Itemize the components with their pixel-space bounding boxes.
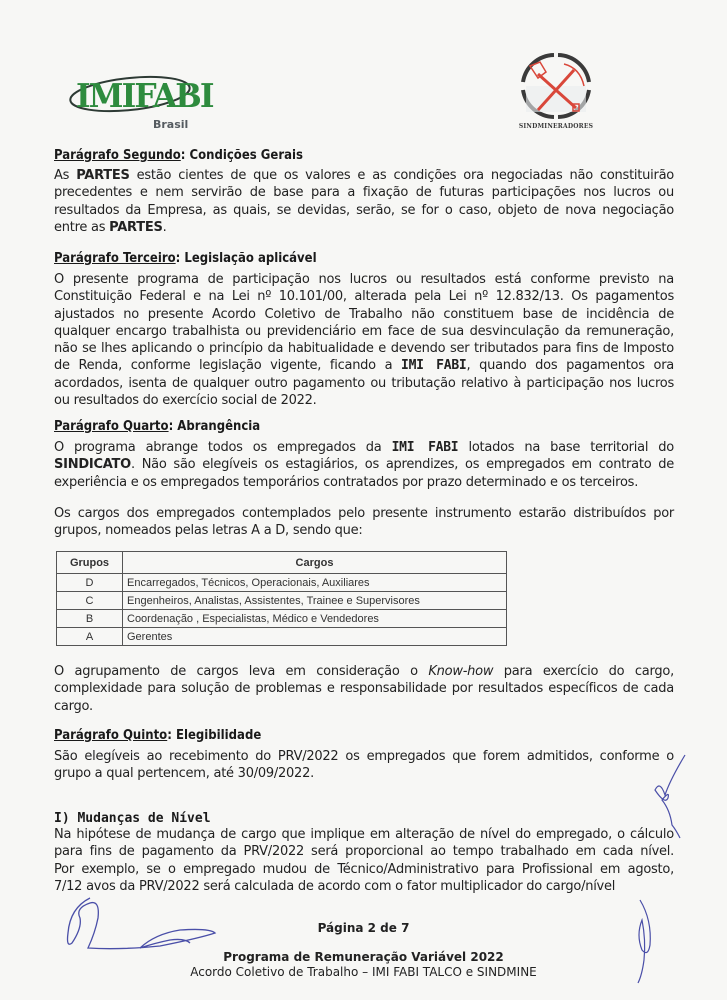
cell-cargos: Coordenação , Especialistas, Médico e Vendedores <box>123 610 507 628</box>
text-line: resultados da Empresa, as quais, se devidas, serão, se for o caso, objeto de nova negociação <box>54 202 674 218</box>
logo-wordmark: IMIFABI <box>76 76 213 115</box>
text-line: ajustados no presente Acordo Coletivo de Trabalho não constituem base de incidência de <box>54 306 674 322</box>
text-line: O agrupamento de cargos leva em consideração o Know-how para exercício do cargo, <box>54 664 674 679</box>
paragraph-quarto-cargos <box>54 505 674 540</box>
text-line: não se lhes aplicando o princípio da habitualidade e devendo ser tributados para fins de Imposto <box>54 341 674 357</box>
text-line: para fins de pagamento da PRV/2022 será proporcional ao tempo trabalhado em cada nível. <box>54 844 674 860</box>
text-line: O presente programa de participação nos lucros ou resultados está conforme previsto na <box>54 272 674 287</box>
table-row <box>57 574 507 592</box>
heading-title: : Elegibilidade <box>167 728 262 743</box>
column-header-grupos: Grupos <box>57 552 123 574</box>
text-line: ou resultados do exercício social de 2022. <box>54 393 317 409</box>
paragraph-quarto <box>54 439 674 491</box>
imifabi-logo <box>68 70 213 132</box>
pickaxe-shovel-icon <box>518 52 594 120</box>
paragraph-agrupamento <box>54 663 674 715</box>
column-header-cargos: Cargos <box>123 552 507 574</box>
bold-term: IMI FABI <box>401 358 467 374</box>
footer-subtitle: Acordo Coletivo de Trabalho – IMI FABI TALCO e SINDMINE <box>190 965 537 979</box>
cell-grupo: B <box>57 610 123 628</box>
paragraph-segundo <box>54 167 674 236</box>
text-line: experiência e os empregados temporários contratados por prazo determinado e os terceiros. <box>54 474 639 490</box>
text-line: acordados, isenta de qualquer outro pagamento ou tributação relativo à participação nos lucros <box>54 375 674 391</box>
signature-initials-right-margin <box>640 750 690 840</box>
text-line: Os cargos dos empregados contemplados pelo presente instrumento estarão distribuídos por <box>54 506 674 521</box>
cell-grupo: D <box>57 574 123 592</box>
cell-grupo: C <box>57 592 123 610</box>
text-line: Na hipótese de mudança de cargo que implique em alteração de nível do empregado, o cálculo <box>54 827 674 842</box>
table-row <box>57 610 507 628</box>
bold-term: PARTES <box>109 219 163 235</box>
table-row <box>57 628 507 646</box>
heading-label: Parágrafo Terceiro <box>54 251 176 266</box>
italic-term: Know-how <box>428 664 494 679</box>
footer-title: Programa de Remuneração Variável 2022 <box>223 950 504 964</box>
text-line: 7/12 avos da PRV/2022 será calculada de acordo com o fator multiplicador do cargo/nível <box>54 878 616 894</box>
page-number: Página 2 de 7 <box>317 921 410 935</box>
bold-term: PARTES <box>76 168 130 183</box>
section-heading-terceiro <box>54 251 317 266</box>
signature-bottom-right <box>630 895 660 985</box>
text-line: qualquer encargo trabalhista ou previdenciário em face de sua desvinculação da remuneração, <box>54 323 674 339</box>
heading-label: Parágrafo Segundo <box>54 148 181 163</box>
heading-title: : Condições Gerais <box>180 148 303 163</box>
table-row <box>57 592 507 610</box>
text-line: grupo a qual pertencem, até 30/09/2022. <box>54 766 314 782</box>
text-line: SINDICATO. Não são elegíveis os estagiários, os aprendizes, os empregados em contrato de <box>54 457 674 473</box>
paragraph-quinto <box>54 748 674 783</box>
cell-cargos: Encarregados, Técnicos, Operacionais, Auxiliares <box>123 574 507 592</box>
heading-title: : Legislação aplicável <box>175 251 317 266</box>
text-line: de Renda, conforme legislação vigente, ficando a IMI FABI, quando dos pagamentos ora <box>54 358 675 374</box>
heading-label: Parágrafo Quinto <box>54 728 168 743</box>
heading-label: Parágrafo Quarto <box>54 419 169 434</box>
text-line: grupos, nomeados pelas letras A a D, sendo que: <box>54 523 363 539</box>
text-line: Por exemplo, se o empregado mudou de Técnico/Administrativo para Profissional em agosto, <box>54 861 674 877</box>
text-line: O programa abrange todos os empregados da IMI FABI lotados na base territorial do <box>54 440 674 455</box>
groups-table <box>56 551 507 646</box>
paragraph-terceiro <box>54 271 674 409</box>
sindmineradores-logo <box>513 52 599 134</box>
text-line: São elegíveis ao recebimento do PRV/2022 os empregados que forem admitidos, conforme o <box>54 749 674 764</box>
heading-title: : Abrangência <box>168 419 261 434</box>
signature-bottom-left <box>60 888 220 958</box>
text-line: As PARTES estão cientes de que os valores e as condições ora negociadas não constituirão <box>54 168 674 183</box>
section-heading-quinto <box>54 728 261 743</box>
section-heading-mudancas: I) Mudanças de Nível <box>54 811 211 826</box>
section-heading-quarto <box>54 419 260 434</box>
bold-term: IMI FABI <box>391 440 459 455</box>
bold-term: SINDICATO <box>54 457 131 473</box>
paragraph-mudancas <box>54 826 674 895</box>
cell-grupo: A <box>57 628 123 646</box>
text-line: Constituição Federal e na Lei nº 10.101/00, alterada pela Lei nº 12.832/13. Os pagamentos <box>54 289 674 305</box>
text-line: precedentes e nem servirão de base para a fixação de futuras participações nos lucros ou <box>54 185 674 201</box>
text-line: complexidade para solução de problemas e responsabilidade por resultados específicos de cada <box>54 681 674 697</box>
section-heading-segundo <box>54 148 303 163</box>
text-line: cargo. <box>54 698 93 714</box>
table-header-row <box>57 552 507 574</box>
cell-cargos: Gerentes <box>123 628 507 646</box>
logo-subtitle: Brasil <box>153 118 189 131</box>
logo-caption: SINDMINERADORES <box>518 123 594 130</box>
cell-cargos: Engenheiros, Analistas, Assistentes, Trainee e Supervisores <box>123 592 507 610</box>
text-line: entre as PARTES. <box>54 219 167 235</box>
